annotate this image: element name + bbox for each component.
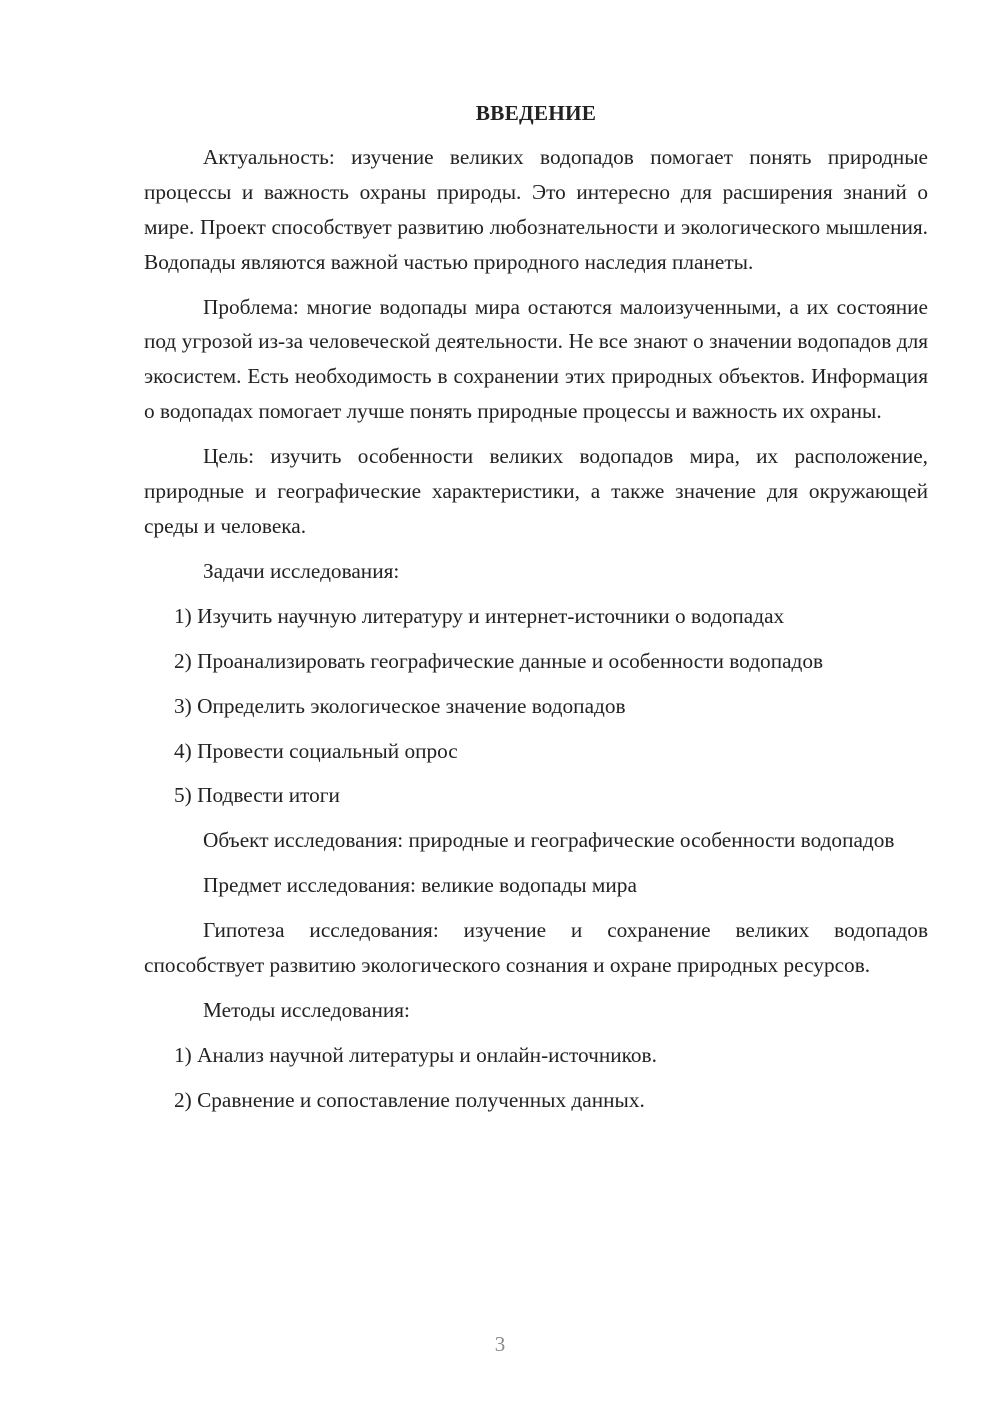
section-heading: ВВЕДЕНИЕ <box>475 101 597 125</box>
object-paragraph: Объект исследования: природные и географические особенности водопадов <box>203 828 895 853</box>
task-item: 4) Провести социальный опрос <box>174 738 458 763</box>
method-item: 1) Анализ научной литературы и онлайн-источников. <box>174 1042 657 1067</box>
goal-paragraph: Цель: изучить особенности великих водопадов мира, их расположение, природные и географические характеристики, а также значение для окружающей среды и человека. <box>144 444 928 538</box>
subject-paragraph: Предмет исследования: великие водопады мира <box>203 873 637 898</box>
tasks-list <box>144 599 928 814</box>
hypothesis-paragraph: Гипотеза исследования: изучение и сохранение великих водопадов способствует развитию экологического сознания и охране природных ресурсов. <box>144 918 928 978</box>
method-item: 2) Сравнение и сопоставление полученных данных. <box>174 1087 645 1112</box>
methods-list <box>144 1038 928 1118</box>
task-item: 3) Определить экологическое значение водопадов <box>174 693 626 718</box>
task-item: 2) Проанализировать географические данные и особенности водопадов <box>174 648 824 673</box>
document-page <box>144 96 928 1128</box>
task-item: 5) Подвести итоги <box>174 783 340 808</box>
methods-heading: Методы исследования: <box>203 997 410 1022</box>
task-item: 1) Изучить научную литературу и интернет-источники о водопадах <box>174 603 785 628</box>
page-number: 3 <box>494 1332 506 1356</box>
problem-paragraph: Проблема: многие водопады мира остаются малоизученными, а их состояние под угрозой из-за человеческой деятельности. Не все знают о значении водопадов для экосистем. Есть необходимость в сохранении этих природных объектов. Информация о водопадах помогает лучше понять природные процессы и важность их охраны. <box>144 294 928 424</box>
tasks-heading: Задачи исследования: <box>203 558 400 583</box>
relevance-paragraph: Актуальность: изучение великих водопадов помогает понять природные процессы и важность охраны природы. Это интересно для расширения знаний о мире. Проект способствует развитию любознательности и экологического мышления. Водопады являются важной частью природного наследия планеты. <box>144 144 928 274</box>
